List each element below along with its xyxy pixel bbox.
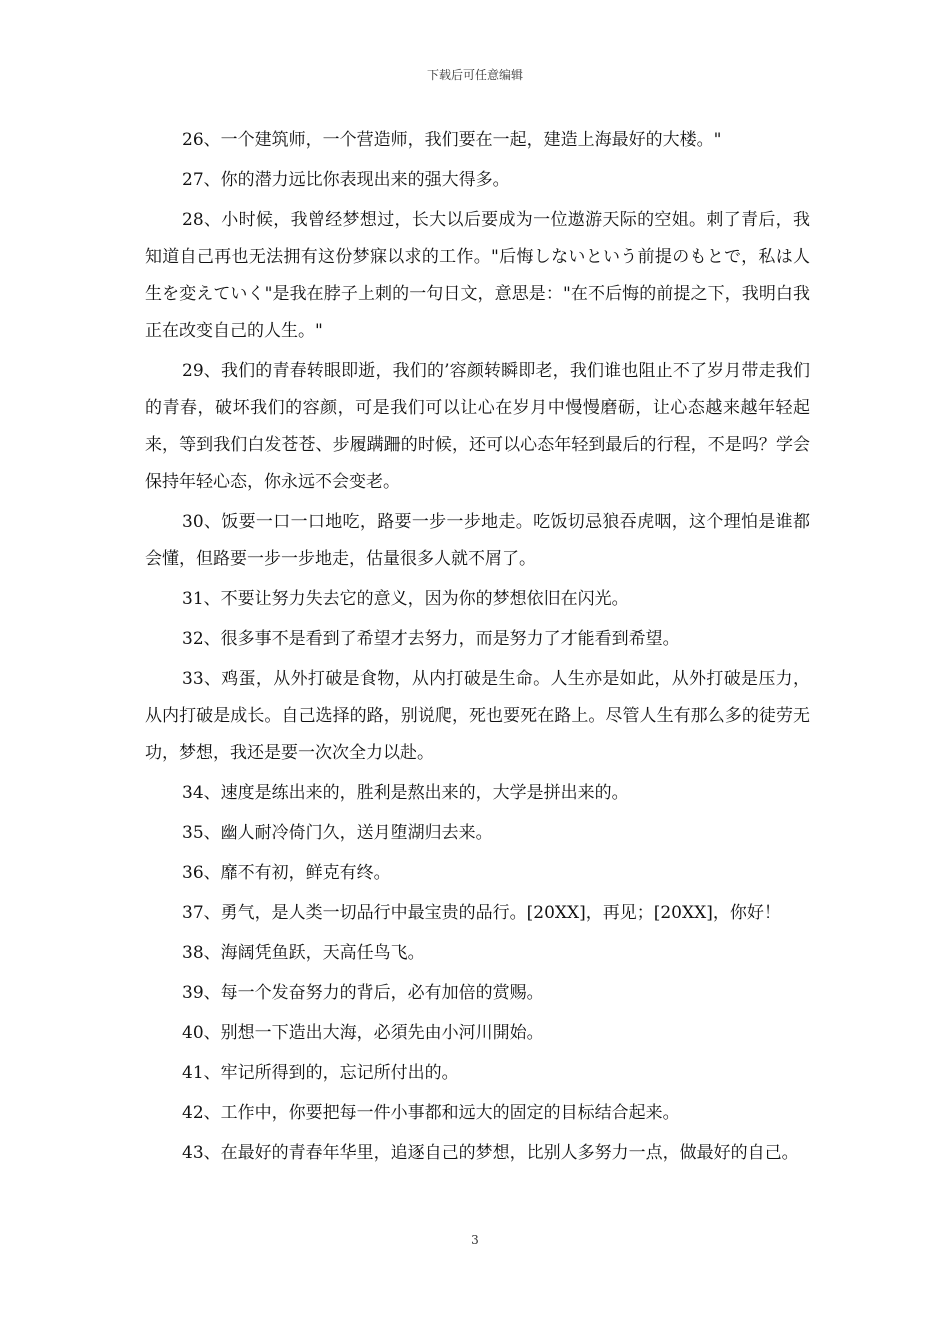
paragraph-27: 27、你的潜力远比你表现出来的强大得多。 [182, 170, 510, 190]
page-number: 3 [471, 1233, 479, 1247]
paragraph-30: 30、饭要一口一口地吃，路要一步一步地走。吃饭切忌狼吞虎咽，这个理怕是谁都会懂，但路要一步一步地走，估量很多人就不屑了。 [145, 512, 810, 569]
paragraph-26: 26、一个建筑师，一个营造师，我们要在一起，建造上海最好的大楼。" [182, 130, 722, 150]
paragraph-32: 32、很多事不是看到了希望才去努力，而是努力了才能看到希望。 [182, 629, 680, 649]
paragraph-28: 28、小时候，我曾经梦想过，长大以后要成为一位遨游天际的空姐。刺了青后，我知道自己再也无法拥有这份梦寐以求的工作。"后悔しないという前提のもとで，私は人生を変えていく"是我在脖子上刺的一句日文，意思是："在不后悔的前提之下，我明白我正在改变自己的人生。" [145, 210, 810, 341]
paragraph-29: 29、我们的青春转眼即逝，我们的’容颜转瞬即老，我们谁也阻止不了岁月带走我们的青春，破坏我们的容颜，可是我们可以让心在岁月中慢慢磨砺，让心态越来越年轻起来，等到我们白发苍苍、步履蹒跚的时候，还可以心态年轻到最后的行程，不是吗？学会保持年轻心态，你永远不会变老。 [145, 361, 810, 492]
paragraph-34: 34、速度是练出来的，胜利是熬出来的，大学是拼出来的。 [182, 783, 629, 803]
document-body [145, 122, 810, 1175]
paragraph-35: 35、幽人耐冷倚门久，送月堕湖归去来。 [182, 823, 493, 843]
paragraph-36: 36、靡不有初，鲜克有终。 [182, 863, 391, 883]
page-header: 下载后可任意编辑 [426, 68, 523, 82]
paragraph-37: 37、勇气，是人类一切品行中最宝贵的品行。[20XX]，再见；[20XX]，你好！ [182, 903, 781, 923]
paragraph-43: 43、在最好的青春年华里，追逐自己的梦想，比别人多努力一点，做最好的自己。 [182, 1143, 799, 1163]
paragraph-39: 39、每一个发奋努力的背后，必有加倍的赏赐。 [182, 983, 544, 1003]
paragraph-42: 42、工作中，你要把每一件小事都和远大的固定的目标结合起来。 [182, 1103, 680, 1123]
paragraph-33: 33、鸡蛋，从外打破是食物，从内打破是生命。人生亦是如此，从外打破是压力，从内打破是成长。自己选择的路，别说爬，死也要死在路上。尽管人生有那么多的徒劳无功，梦想，我还是要一次次全力以赴。 [145, 669, 810, 763]
paragraph-31: 31、不要让努力失去它的意义，因为你的梦想依旧在闪光。 [182, 589, 629, 609]
paragraph-40: 40、别想一下造出大海，必須先由小河川開始。 [182, 1023, 544, 1043]
paragraph-38: 38、海阔凭鱼跃，天高任鸟飞。 [182, 943, 425, 963]
paragraph-41: 41、牢记所得到的，忘记所付出的。 [182, 1063, 459, 1083]
